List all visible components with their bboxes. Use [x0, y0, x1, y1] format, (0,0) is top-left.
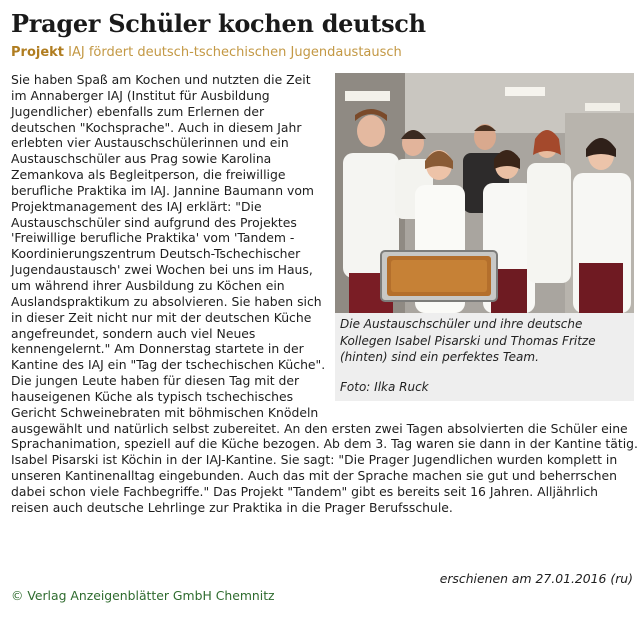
article-headline: Prager Schüler kochen deutsch [11, 9, 426, 38]
article-kicker: Projekt [11, 45, 65, 60]
photo-credit: Foto: Ilka Ruck [340, 380, 429, 394]
article-figure [335, 73, 634, 401]
article-photo[interactable] [335, 73, 634, 313]
article-subtitle: IAJ fördert deutsch-tschechischen Jugendaustausch [68, 45, 402, 60]
kitchen-team-photo-illustration [335, 73, 634, 313]
publication-date: erschienen am 27.01.2016 (ru) [439, 571, 633, 586]
article-subhead [11, 45, 402, 60]
article-body-text: Sie haben Spaß am Kochen und nutzten die Zeit im Annaberger IAJ (Institut für Ausbildung Jugendlicher) ebenfalls zum Erlernen der deutschen "Kochsprache". Auch in diesem Jahr erlebten vier Austauschschülerinnen und ein Austauschschüler aus Prag sowie Karolina Zemankova als Begleitperson, die freiwillige berufliche Praktika im IAJ. Jannine Baumann vom Projektmanagement des IAJ erklärt: "Die Austauschschüler sind aufgrund des Projektes 'Freiwillige berufliche Praktika' vom 'Tandem - Koordinierungszentrum Deutsch-Tschechischer Jugendaustausch' zwei Wochen bei uns im Haus, um während ihrer Ausbildung zu Köchen ein Auslandspraktikum zu absolvieren. Sie haben sich in dieser Zeit nicht nur mit der deutschen Küche angefreundet, sondern auch viel Neues kennengelernt." Am Donnerstag startete in der Kantine des IAJ ein "Tag der tschechischen Küche". Die jungen Leute haben für diesen Tag mit der hauseigenen Küche als typisch tschechisches Gericht Schweinebraten mit böhmischen Knödeln ausgewählt und natürlich selbst zubereitet. An den ersten zwei Tagen absolvierten die Schüler eine Sprachanimation, speziell auf die Küche bezogen. Ab dem 3. Tag waren sie dann in der Kantine tätig. Isabel Pisarski ist Köchin in der IAJ-Kantine. Sie sagt: "Die Prager Jugendlichen wurden komplett in unseren Kantinenalltag eingebunden. Auch das mit der Sprache machen sie gut und beherrschen dabei schon viele Fachbegriffe." Das Projekt "Tandem" gibt es bereits seit 16 Jahren. Alljährlich reisen auch deutsche Lehrlinge zur Praktika in die Prager Berufsschule. [11, 72, 638, 515]
photo-caption: Die Austauschschüler und ihre deutsche Kollegen Isabel Pisarski und Thomas Fritze (hinten) sind ein perfektes Team. [340, 317, 596, 365]
publisher-copyright: © Verlag Anzeigenblätter GmbH Chemnitz [11, 588, 275, 603]
